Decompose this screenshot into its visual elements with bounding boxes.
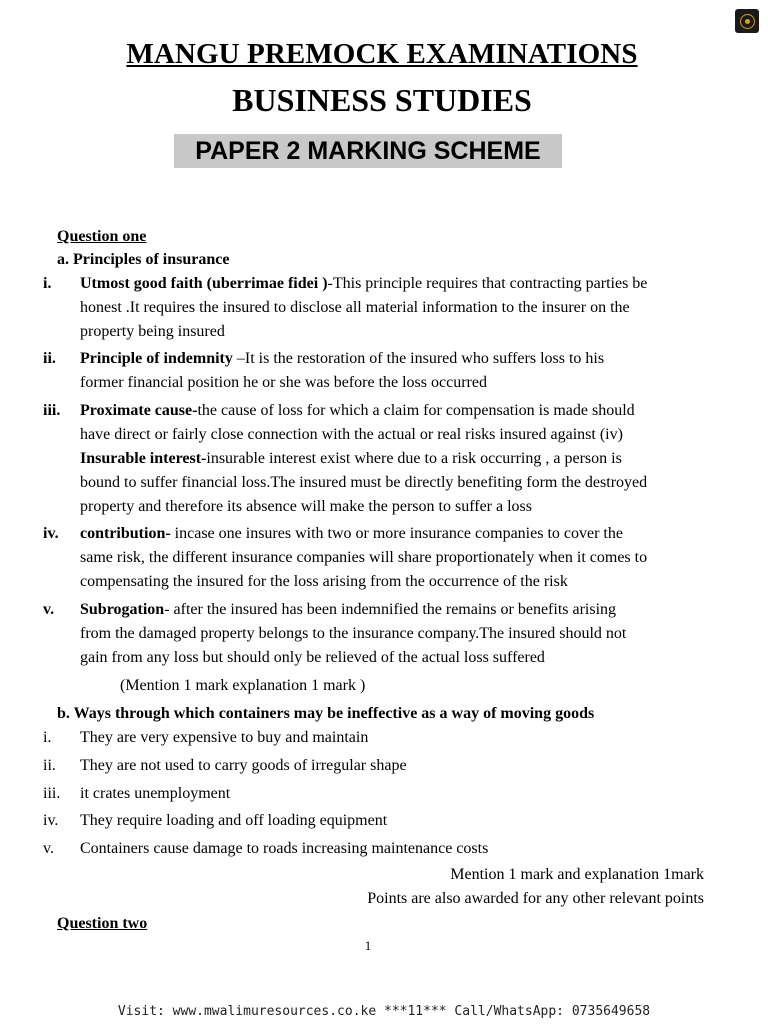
marking-note: Mention 1 mark and explanation 1mark (450, 866, 704, 883)
brand-logo-icon (735, 9, 759, 33)
item-number: iii. (43, 785, 61, 802)
paper-title: PAPER 2 MARKING SCHEME (174, 134, 562, 168)
item-number: iii. (43, 402, 61, 419)
item-text: They require loading and off loading equipment (80, 812, 388, 829)
question-two-heading: Question two (57, 915, 148, 932)
item-term: Subrogation (80, 601, 165, 618)
item-number: i. (43, 729, 52, 746)
marking-note: Points are also awarded for any other relevant points (367, 890, 704, 907)
item-text: They are very expensive to buy and maintain (80, 729, 369, 746)
subject-title: BUSINESS STUDIES (232, 82, 532, 118)
item-number: ii. (43, 757, 56, 774)
item-term: Principle of indemnity (80, 350, 233, 367)
item-text: Containers cause damage to roads increasing maintenance costs (80, 840, 489, 857)
question-one-heading: Question one (57, 228, 147, 245)
item-number: i. (43, 275, 52, 292)
marking-note: (Mention 1 mark explanation 1 mark ) (120, 677, 366, 694)
item-number: v. (43, 840, 54, 857)
item-term: contribution- (80, 525, 171, 542)
item-term: Insurable interest- (80, 450, 207, 467)
part-a-heading: a. Principles of insurance (57, 251, 230, 268)
item-number: iv. (43, 525, 59, 542)
item-text: it crates unemployment (80, 785, 231, 802)
footer-contact: Visit: www.mwalimuresources.co.ke ***11*** Call/WhatsApp: 0735649658 (117, 1004, 651, 1019)
item-term: Utmost good faith (uberrimae fidei ) (80, 275, 328, 292)
item-text: They are not used to carry goods of irregular shape (80, 757, 407, 774)
page-number: 1 (364, 938, 372, 953)
exam-title: MANGU PREMOCK EXAMINATIONS (126, 38, 638, 70)
part-b-heading: b. Ways through which containers may be ineffective as a way of moving goods (57, 705, 595, 722)
item-number: iv. (43, 812, 59, 829)
item-number: ii. (43, 350, 56, 367)
item-number: v. (43, 601, 55, 618)
item-term: Proximate cause- (80, 402, 198, 419)
